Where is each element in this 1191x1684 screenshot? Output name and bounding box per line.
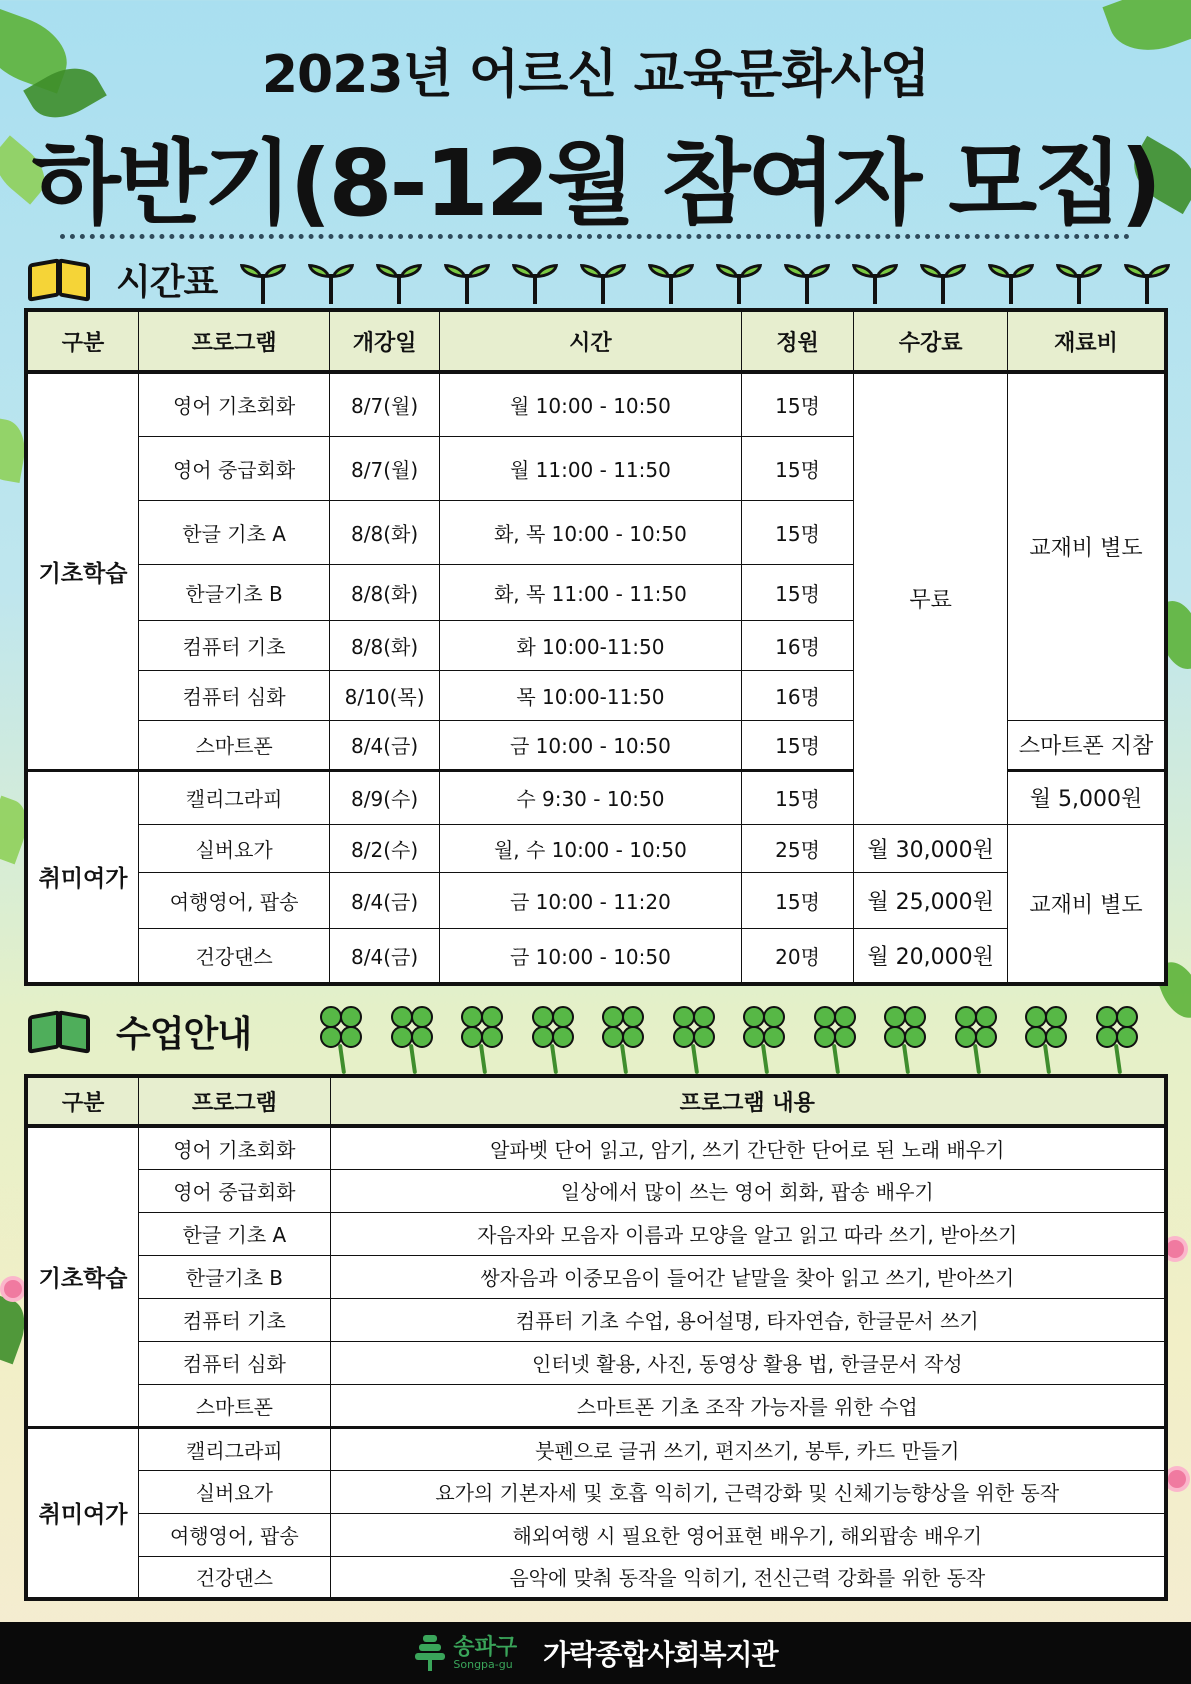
sprout-icon	[716, 260, 762, 306]
description-cell: 스마트폰 기초 조작 가능자를 위한 수업	[330, 1384, 1166, 1427]
column-header: 시간	[440, 310, 742, 372]
program-cell: 캘리그라피	[139, 1427, 330, 1470]
sprout-icon	[444, 260, 490, 306]
material-cell: 스마트폰 지참	[1007, 720, 1166, 770]
book-icon	[26, 1009, 92, 1053]
sprout-row	[240, 260, 1170, 310]
material-cell: 교재비 별도	[1007, 824, 1166, 984]
schedule-section-header	[26, 254, 217, 304]
capacity-cell: 15명	[741, 372, 854, 436]
table-row	[26, 1384, 1166, 1427]
column-header: 수강료	[854, 310, 1008, 372]
program-cell: 여행영어, 팝송	[139, 872, 330, 928]
start-cell: 8/8(화)	[330, 500, 440, 564]
capacity-cell: 16명	[741, 620, 854, 670]
time-cell: 금 10:00 - 10:50	[440, 720, 742, 770]
sprout-icon	[784, 260, 830, 306]
description-cell: 쌍자음과 이중모음이 들어간 낱말을 찾아 읽고 쓰기, 받아쓰기	[330, 1255, 1166, 1298]
program-cell: 스마트폰	[139, 1384, 330, 1427]
sprout-icon	[852, 260, 898, 306]
clover-icon	[673, 1004, 717, 1074]
page-title: 하반기(8-12월 참여자 모집)	[31, 130, 1160, 237]
clover-icon	[602, 1004, 646, 1074]
guide-section-title: 수업안내	[116, 1013, 252, 1055]
program-cell: 스마트폰	[139, 720, 330, 770]
sprout-icon	[308, 260, 354, 306]
program-cell: 건강댄스	[139, 928, 330, 984]
start-cell: 8/7(월)	[330, 436, 440, 500]
description-cell: 컴퓨터 기초 수업, 용어설명, 타자연습, 한글문서 쓰기	[330, 1298, 1166, 1341]
program-cell: 실버요가	[139, 1470, 330, 1513]
clover-icon	[743, 1004, 787, 1074]
capacity-cell: 15명	[741, 564, 854, 620]
clover-icon	[391, 1004, 435, 1074]
guide-table	[24, 1074, 1168, 1601]
flower-decoration	[4, 1280, 22, 1298]
column-header: 정원	[741, 310, 854, 372]
program-cell: 여행영어, 팝송	[139, 1513, 330, 1556]
column-header: 재료비	[1007, 310, 1166, 372]
logo-text-ko: 송파구	[453, 1634, 518, 1660]
schedule-section-title: 시간표	[116, 261, 218, 303]
flower-decoration	[1168, 1470, 1186, 1488]
column-header: 프로그램	[139, 310, 330, 372]
program-cell: 컴퓨터 기초	[139, 620, 330, 670]
table-row	[26, 1126, 1166, 1169]
table-row	[26, 928, 1166, 984]
table-row	[26, 824, 1166, 872]
program-cell: 영어 기초회화	[139, 372, 330, 436]
sprout-icon	[920, 260, 966, 306]
material-cell: 교재비 별도	[1007, 372, 1166, 720]
footer-bar	[0, 1622, 1191, 1684]
time-cell: 화, 목 11:00 - 11:50	[440, 564, 742, 620]
flower-decoration	[1166, 1240, 1184, 1258]
start-cell: 8/4(금)	[330, 872, 440, 928]
sprout-icon	[1124, 260, 1170, 306]
capacity-cell: 15명	[741, 500, 854, 564]
start-cell: 8/8(화)	[330, 620, 440, 670]
table-row	[26, 872, 1166, 928]
clover-icon	[532, 1004, 576, 1074]
description-cell: 일상에서 많이 쓰는 영어 회화, 팝송 배우기	[330, 1169, 1166, 1212]
description-cell: 인터넷 활용, 사진, 동영상 활용 법, 한글문서 작성	[330, 1341, 1166, 1384]
clover-icon	[955, 1004, 999, 1074]
category-cell: 기초학습	[26, 1126, 139, 1427]
program-cell: 컴퓨터 심화	[139, 670, 330, 720]
page-subtitle: 2023년 어르신 교육문화사업	[261, 45, 930, 105]
program-cell: 한글기초 B	[139, 1255, 330, 1298]
sprout-icon	[648, 260, 694, 306]
program-cell: 실버요가	[139, 824, 330, 872]
capacity-cell: 20명	[741, 928, 854, 984]
sprout-icon	[580, 260, 626, 306]
guide-section-header	[26, 1006, 251, 1056]
description-cell: 알파벳 단어 읽고, 암기, 쓰기 간단한 단어로 된 노래 배우기	[330, 1126, 1166, 1169]
clover-icon	[884, 1004, 928, 1074]
description-cell: 자음자와 모음자 이름과 모양을 알고 읽고 따라 쓰기, 받아쓰기	[330, 1212, 1166, 1255]
dotted-divider	[60, 234, 1130, 239]
clover-icon	[814, 1004, 858, 1074]
time-cell: 금 10:00 - 10:50	[440, 928, 742, 984]
program-cell: 한글 기초 A	[139, 1212, 330, 1255]
sprout-icon	[240, 260, 286, 306]
schedule-table	[24, 308, 1168, 986]
description-cell: 붓펜으로 글귀 쓰기, 편지쓰기, 봉투, 카드 만들기	[330, 1427, 1166, 1470]
sprout-icon	[376, 260, 422, 306]
sprout-icon	[1056, 260, 1102, 306]
category-cell: 취미여가	[26, 770, 139, 984]
table-row	[26, 372, 1166, 436]
table-row	[26, 1470, 1166, 1513]
start-cell: 8/7(월)	[330, 372, 440, 436]
time-cell: 화 10:00-11:50	[440, 620, 742, 670]
table-row	[26, 1556, 1166, 1599]
capacity-cell: 15명	[741, 436, 854, 500]
program-cell: 한글 기초 A	[139, 500, 330, 564]
time-cell: 수 9:30 - 10:50	[440, 770, 742, 824]
clover-icon	[1025, 1004, 1069, 1074]
column-header: 구분	[26, 310, 139, 372]
time-cell: 금 10:00 - 11:20	[440, 872, 742, 928]
clover-icon	[1096, 1004, 1140, 1074]
organization-name: 가락종합사회복지관	[543, 1638, 778, 1671]
table-row	[26, 1169, 1166, 1212]
sprout-icon	[512, 260, 558, 306]
table-row	[26, 1298, 1166, 1341]
fee-cell: 월 30,000원	[854, 824, 1008, 872]
column-header: 프로그램 내용	[330, 1076, 1166, 1126]
program-cell: 캘리그라피	[139, 770, 330, 824]
start-cell: 8/2(수)	[330, 824, 440, 872]
logo-text-en: Songpa-gu	[453, 1657, 513, 1671]
description-cell: 해외여행 시 필요한 영어표현 배우기, 해외팝송 배우기	[330, 1513, 1166, 1556]
program-cell: 컴퓨터 심화	[139, 1341, 330, 1384]
time-cell: 월 10:00 - 10:50	[440, 372, 742, 436]
time-cell: 화, 목 10:00 - 10:50	[440, 500, 742, 564]
clover-icon	[461, 1004, 505, 1074]
schedule-header-row	[26, 310, 1166, 372]
fee-cell: 월 25,000원	[854, 872, 1008, 928]
table-row	[26, 1212, 1166, 1255]
description-cell: 요가의 기본자세 및 호흡 익히기, 근력강화 및 신체기능향상을 위한 동작	[330, 1470, 1166, 1513]
capacity-cell: 15명	[741, 872, 854, 928]
capacity-cell: 15명	[741, 770, 854, 824]
songpa-logo	[413, 1633, 517, 1673]
column-header: 구분	[26, 1076, 139, 1126]
description-cell: 음악에 맞춰 동작을 익히기, 전신근력 강화를 위한 동작	[330, 1556, 1166, 1599]
start-cell: 8/10(목)	[330, 670, 440, 720]
column-header: 개강일	[330, 310, 440, 372]
book-icon	[26, 257, 92, 301]
table-row	[26, 1513, 1166, 1556]
program-cell: 영어 기초회화	[139, 1126, 330, 1169]
table-row	[26, 1341, 1166, 1384]
capacity-cell: 15명	[741, 720, 854, 770]
program-cell: 영어 중급회화	[139, 1169, 330, 1212]
guide-header-row	[26, 1076, 1166, 1126]
capacity-cell: 16명	[741, 670, 854, 720]
time-cell: 월 11:00 - 11:50	[440, 436, 742, 500]
start-cell: 8/4(금)	[330, 720, 440, 770]
sprout-icon	[988, 260, 1034, 306]
column-header: 프로그램	[139, 1076, 330, 1126]
program-cell: 한글기초 B	[139, 564, 330, 620]
fee-cell: 무료	[854, 372, 1008, 824]
clover-icon	[320, 1004, 364, 1074]
material-cell: 월 5,000원	[1007, 770, 1166, 824]
start-cell: 8/8(화)	[330, 564, 440, 620]
time-cell: 월, 수 10:00 - 10:50	[440, 824, 742, 872]
category-cell: 취미여가	[26, 1427, 139, 1599]
program-cell: 영어 중급회화	[139, 436, 330, 500]
capacity-cell: 25명	[741, 824, 854, 872]
clover-row	[320, 1004, 1140, 1074]
start-cell: 8/9(수)	[330, 770, 440, 824]
start-cell: 8/4(금)	[330, 928, 440, 984]
time-cell: 목 10:00-11:50	[440, 670, 742, 720]
program-cell: 컴퓨터 기초	[139, 1298, 330, 1341]
table-row	[26, 1255, 1166, 1298]
fee-cell: 월 20,000원	[854, 928, 1008, 984]
table-row	[26, 1427, 1166, 1470]
category-cell: 기초학습	[26, 372, 139, 770]
tree-logo-icon	[413, 1633, 447, 1673]
program-cell: 건강댄스	[139, 1556, 330, 1599]
